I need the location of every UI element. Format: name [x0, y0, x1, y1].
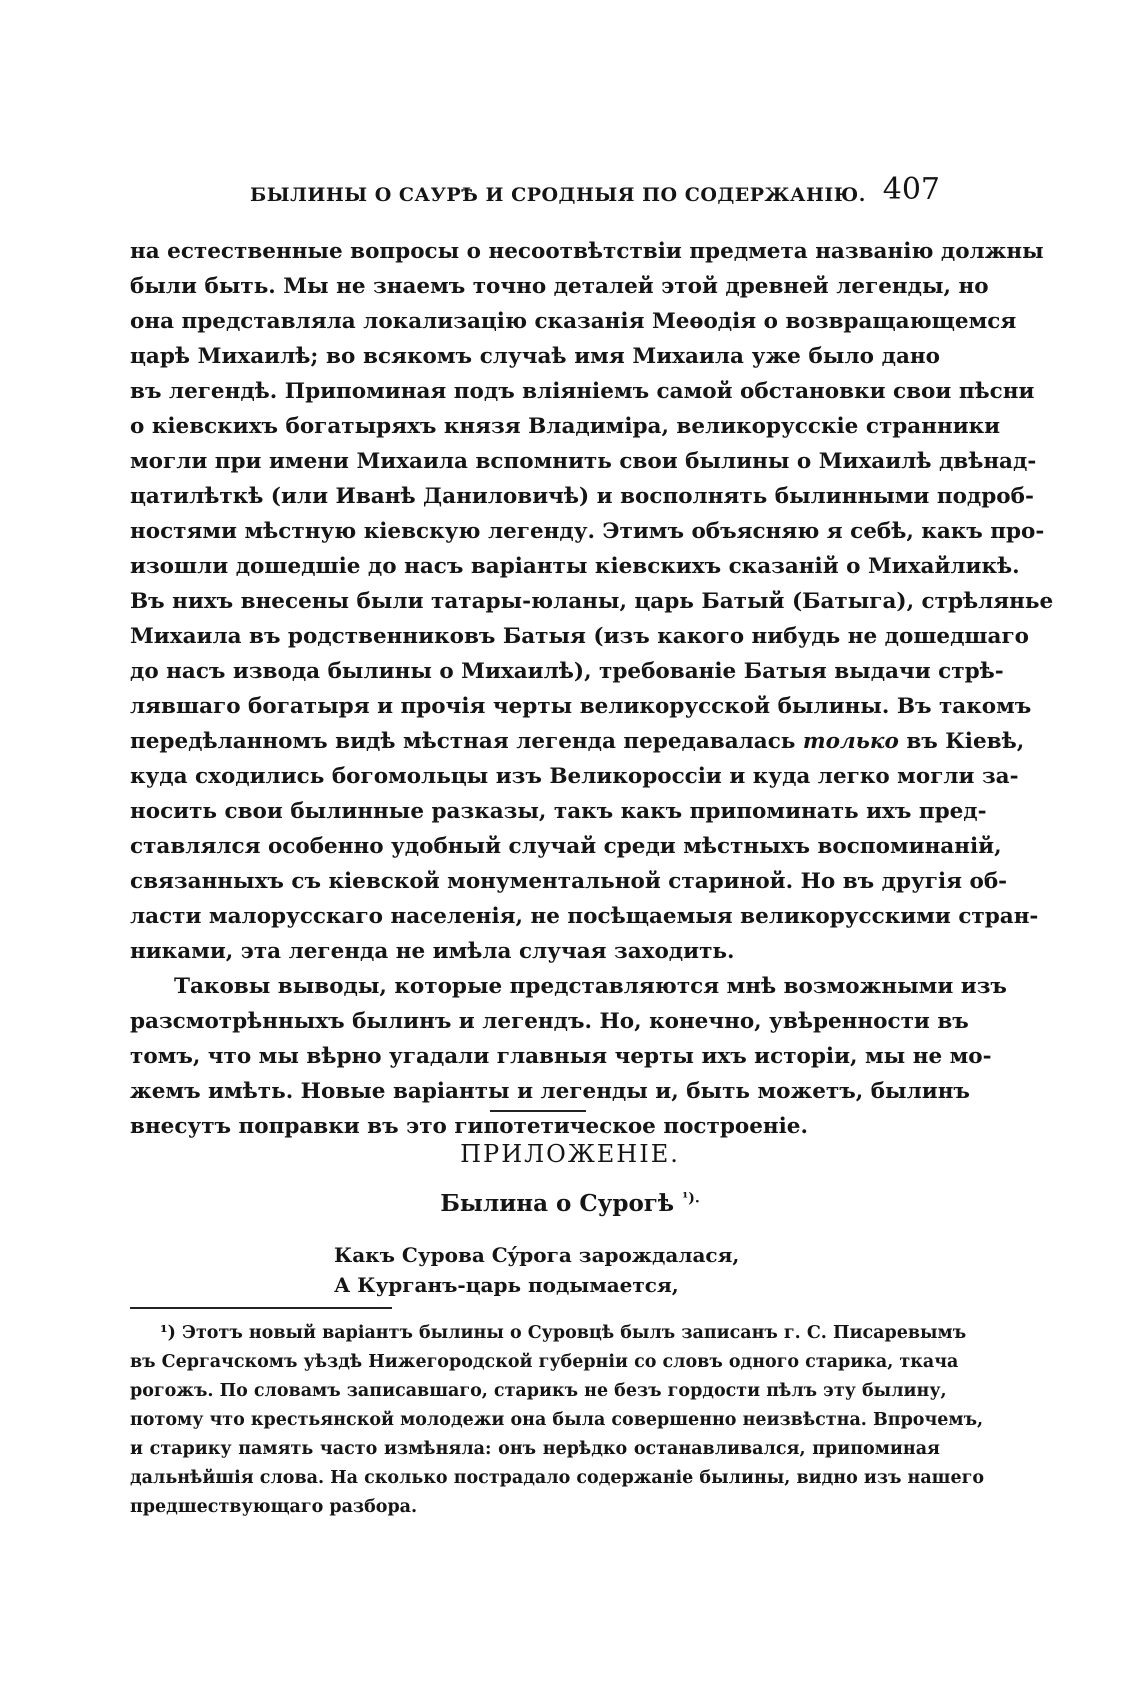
footnote-line: ¹) Этотъ новый варіантъ былины о Суровцѣ былъ записанъ г. С. Писаревымъ [160, 1323, 967, 1343]
footnote-line: и старику память часто измѣняла: онъ нерѣдко останавливался, припоминая [130, 1439, 940, 1459]
section-divider [490, 1110, 586, 1112]
verse-block [334, 1240, 739, 1300]
text-line: Таковы выводы, которые представляются мнѣ возможными изъ [174, 974, 1007, 999]
footnote-line: дальнѣйшія слова. На сколько пострадало содержаніе былины, видно изъ нашего [130, 1468, 985, 1488]
text-line: о кіевскихъ богатыряхъ князя Владиміра, великорусскіе странники [130, 414, 1001, 439]
text-line: жемъ имѣть. Новые варіанты и легенды и, быть можетъ, былинъ [130, 1079, 970, 1104]
text-line: ставлялся особенно удобный случай среди мѣстныхъ воспоминаній, [130, 834, 1002, 859]
italic-word: только [802, 729, 899, 754]
text-line: Михаила въ родственниковъ Батыя (изъ какого нибудь не дошедшаго [130, 624, 1029, 649]
page-number: 407 [882, 172, 940, 207]
footnote-line: предшествующаго разбора. [130, 1497, 418, 1517]
text-segment: передѣланномъ видѣ мѣстная легенда передавалась [130, 729, 796, 754]
footnote-rule [130, 1307, 392, 1309]
footnote-reference: ¹). [682, 1190, 700, 1207]
text-line: внесутъ поправки въ это гипотетическое построеніе. [130, 1114, 808, 1139]
text-segment: въ Кіевѣ, [906, 729, 1025, 754]
running-title: БЫЛИНЫ О САУРѢ И СРОДНЫЯ ПО СОДЕРЖАНІЮ. [250, 184, 866, 206]
text-line: царѣ Михаилѣ; во всякомъ случаѣ имя Михаила уже было дано [130, 344, 940, 369]
byline-title-text: Былина о Сурогѣ [440, 1190, 675, 1217]
footnote-line: въ Сергачскомъ уѣздѣ Нижегородской губерніи со словъ одного старика, ткача [130, 1352, 959, 1372]
text-line: были быть. Мы не знаемъ точно деталей этой древней легенды, но [130, 274, 989, 299]
text-line-mixed [130, 724, 1025, 759]
text-line: томъ, что мы вѣрно угадали главныя черты ихъ исторіи, мы не мо- [130, 1044, 992, 1069]
page-header [130, 172, 940, 216]
text-line: лявшаго богатыря и прочія черты великорусской былины. Въ такомъ [130, 694, 1032, 719]
text-line: связанныхъ съ кіевской монументальной стариной. Но въ другія об- [130, 869, 1008, 894]
footnote [130, 1319, 985, 1522]
text-line: никами, эта легенда не имѣла случая заходить. [130, 939, 735, 964]
text-line: въ легендѣ. Припоминая подъ вліяніемъ самой обстановки свои пѣсни [130, 379, 1035, 404]
text-line: ласти малорусскаго населенія, не посѣщаемыя великорусскими стран- [130, 904, 1039, 929]
verse-line: А Курганъ-царь подымается, [334, 1273, 679, 1297]
text-line: носить свои былинные разказы, такъ какъ припоминать ихъ пред- [130, 799, 987, 824]
verse-line: Какъ Сурова Сýрога зарождалася, [334, 1243, 740, 1267]
text-line: на естественные вопросы о несоотвѣтствіи предмета названію должны [130, 239, 1044, 264]
appendix-heading: ПРИЛОЖЕНІЕ. [460, 1140, 680, 1168]
footnote-line: рогожъ. По словамъ записавшаго, старикъ не безъ гордости пѣлъ эту былину, [130, 1381, 947, 1401]
main-text [130, 234, 1054, 1144]
text-line: Въ нихъ внесены были татары-юланы, царь Батый (Батыга), стрѣлянье [130, 589, 1054, 614]
byline-title [0, 1190, 1140, 1217]
text-line: изошли дошедшіе до насъ варіанты кіевскихъ сказаній о Михайликѣ. [130, 554, 1020, 579]
text-line: могли при имени Михаила вспомнить свои былины о Михаилѣ двѣнад- [130, 449, 1037, 474]
text-line: она представляла локализацію сказанія Меѳодія о возвращающемся [130, 309, 1017, 334]
text-line: ностями мѣстную кіевскую легенду. Этимъ объясняю я себѣ, какъ про- [130, 519, 1045, 544]
text-line: разсмотрѣнныхъ былинъ и легендъ. Но, конечно, увѣренности въ [130, 1009, 969, 1034]
text-line: куда сходились богомольцы изъ Великороссіи и куда легко могли за- [130, 764, 1019, 789]
text-line: до насъ извода былины о Михаилѣ), требованіе Батыя выдачи стрѣ- [130, 659, 1004, 684]
text-line: цатилѣткѣ (или Иванѣ Даниловичѣ) и восполнять былинными подроб- [130, 484, 1034, 509]
footnote-line: потому что крестьянской молодежи она была совершенно неизвѣстна. Впрочемъ, [130, 1410, 984, 1430]
